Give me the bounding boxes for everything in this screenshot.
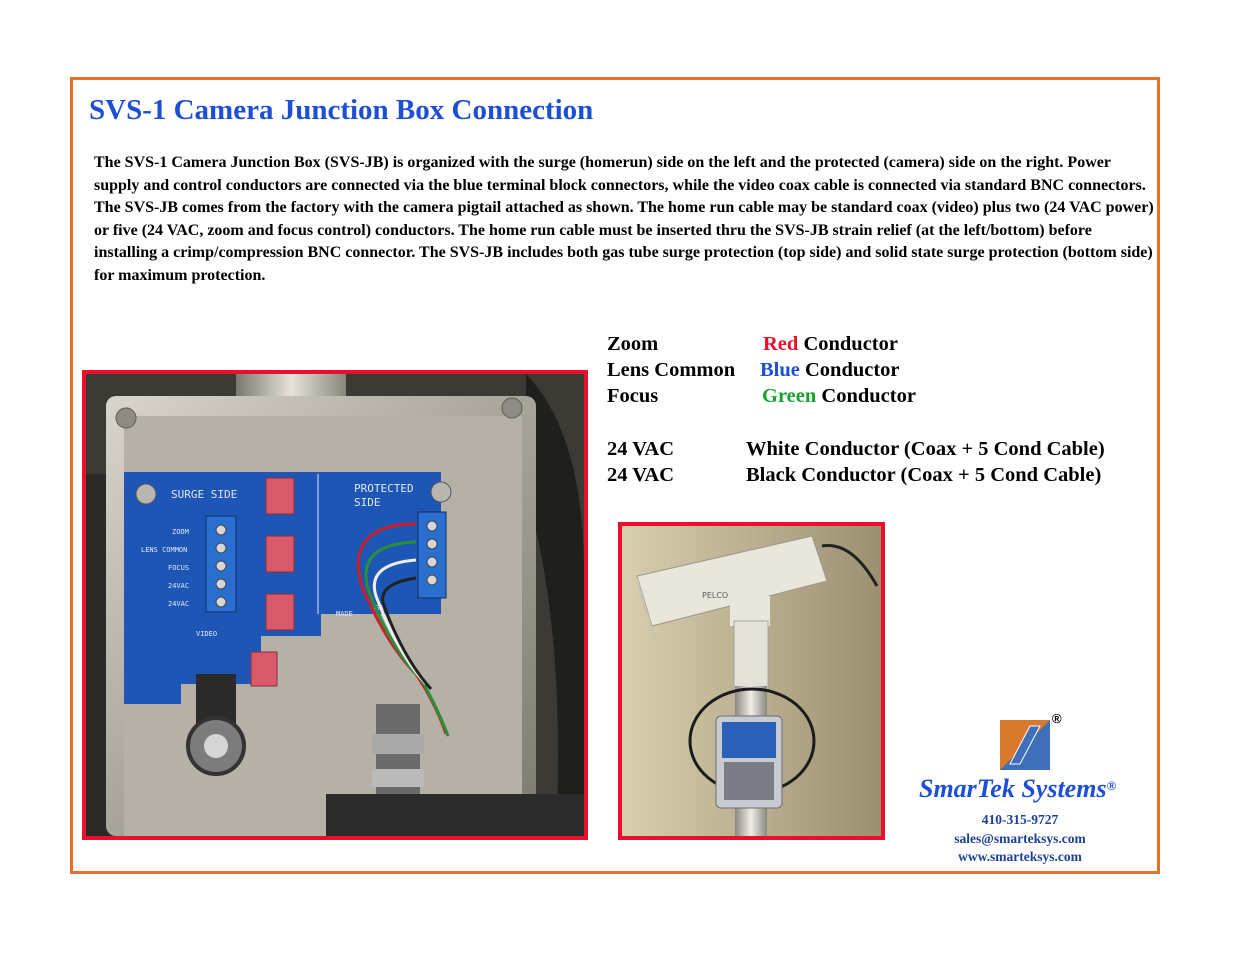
smartek-logo-icon bbox=[1000, 720, 1050, 770]
legend-suffix: Conductor bbox=[799, 359, 900, 381]
board-protected-label: PROTECTED bbox=[354, 482, 414, 495]
legend-color-word: Blue bbox=[760, 359, 800, 381]
legend-name: 24 VAC bbox=[607, 438, 675, 460]
company-name-text: SmarTek Systems bbox=[919, 774, 1107, 803]
camera-mount-photo bbox=[618, 522, 885, 840]
legend-color-word: Green bbox=[762, 385, 817, 407]
board-side-label: SIDE bbox=[354, 496, 381, 509]
logo-registered-mark: ® bbox=[1052, 711, 1062, 726]
company-registered-mark: ® bbox=[1106, 778, 1117, 793]
camera-brand-label: PELCO bbox=[702, 591, 729, 600]
board-terminal-label: 24VAC bbox=[168, 582, 190, 590]
camera-mount-illustration bbox=[622, 526, 881, 836]
board-terminal-label: ZOOM bbox=[172, 528, 189, 536]
board-terminal-label: 24VAC bbox=[168, 600, 190, 608]
legend-value bbox=[762, 383, 916, 409]
legend-suffix: Conductor bbox=[816, 385, 916, 407]
board-made-label: MADE bbox=[336, 610, 353, 618]
board-terminal-label: FOCUS bbox=[168, 564, 190, 572]
company-name bbox=[919, 774, 1116, 804]
legend-name: 24 VAC bbox=[607, 464, 675, 486]
description-paragraph: The SVS-1 Camera Junction Box (SVS-JB) is organized with the surge (homerun) side on the left and the protected (camera) side on the right. Power supply and control conductors are connected via the blue terminal block connectors, while the video coax cable is connected via standard BNC connectors. The SVS-JB comes from the factory with the camera pigtail attached as shown. The home run cable may be standard coax (video) plus two (24 VAC power) or five (24 VAC, zoom and focus control) conductors. The home run cable must be inserted thru the SVS-JB strain relief (at the left/bottom) before installing a crimp/compression BNC connector. The SVS-JB includes both gas tube surge protection (top side) and solid state surge protection (bottom side) for maximum protection. bbox=[94, 154, 1154, 284]
company-website[interactable]: www.smarteksys.com bbox=[958, 849, 1082, 864]
company-email[interactable]: sales@smarteksys.com bbox=[954, 831, 1086, 846]
junction-box-illustration bbox=[86, 374, 584, 836]
board-usa-label: USA bbox=[371, 604, 384, 612]
board-surge-label: SURGE SIDE bbox=[171, 488, 238, 501]
board-terminal-label: LENS COMMON bbox=[141, 546, 188, 554]
legend-name: Focus bbox=[607, 385, 659, 407]
legend-value: White Conductor (Coax + 5 Cond Cable) bbox=[746, 438, 1105, 460]
junction-box-photo bbox=[82, 370, 588, 840]
board-video-label: VIDEO bbox=[196, 630, 218, 638]
legend-value: Black Conductor (Coax + 5 Cond Cable) bbox=[746, 464, 1102, 486]
company-phone: 410-315-9727 bbox=[981, 812, 1059, 827]
legend-suffix: Conductor bbox=[798, 333, 898, 355]
legend-value bbox=[760, 357, 900, 383]
page-title: SVS-1 Camera Junction Box Connection bbox=[89, 94, 594, 126]
legend-name: Lens Common bbox=[607, 359, 736, 381]
legend-value bbox=[763, 331, 898, 357]
legend-color-word: Red bbox=[763, 333, 799, 355]
legend-name: Zoom bbox=[607, 333, 659, 355]
